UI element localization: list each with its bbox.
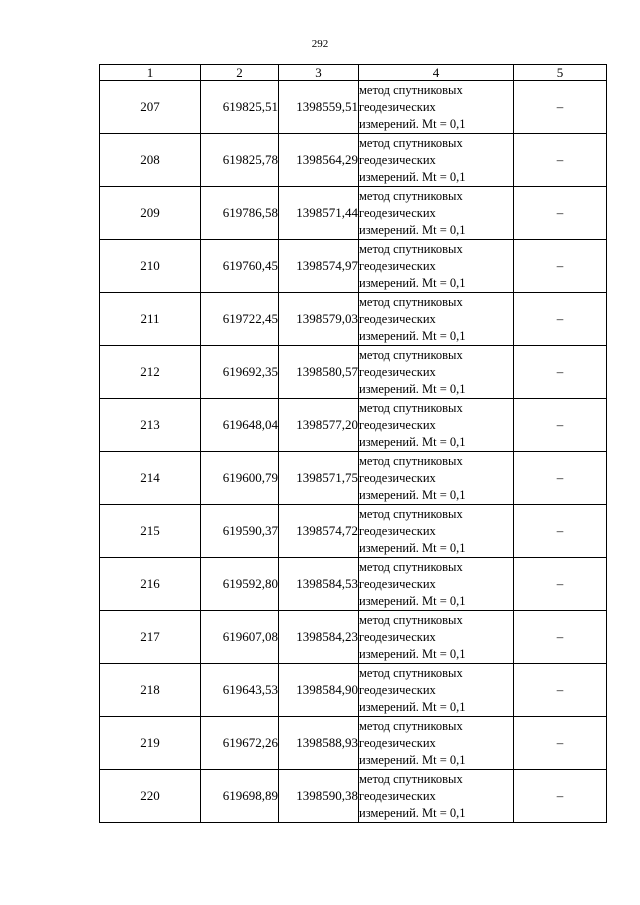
- table-row: [100, 558, 607, 611]
- method-text-line1: метод спутниковых: [359, 453, 463, 468]
- method-cell: [359, 187, 514, 240]
- column-header-3: 3: [279, 65, 359, 81]
- column-header-5: 5: [514, 65, 607, 81]
- point-number-cell: 220: [100, 770, 201, 823]
- column-header-2: 2: [201, 65, 279, 81]
- empty-value-cell: –: [514, 717, 607, 770]
- y-coordinate-cell: 1398580,57: [279, 346, 359, 399]
- empty-value-cell: –: [514, 346, 607, 399]
- x-coordinate-cell: 619825,78: [201, 134, 279, 187]
- empty-value-cell: –: [514, 611, 607, 664]
- method-text-line2: геодезических: [359, 417, 436, 432]
- y-coordinate-cell: 1398564,29: [279, 134, 359, 187]
- method-text-line2: геодезических: [359, 152, 436, 167]
- point-number-cell: 214: [100, 452, 201, 505]
- table-row: [100, 81, 607, 134]
- method-text-line3: измерений. Mt = 0,1: [359, 699, 466, 714]
- method-text-line2: геодезических: [359, 99, 436, 114]
- method-text-line3: измерений. Mt = 0,1: [359, 752, 466, 767]
- empty-value-cell: –: [514, 293, 607, 346]
- table-header-row: [100, 65, 607, 81]
- method-cell: [359, 664, 514, 717]
- x-coordinate-cell: 619692,35: [201, 346, 279, 399]
- method-text-line1: метод спутниковых: [359, 718, 463, 733]
- table-row: [100, 664, 607, 717]
- method-cell: [359, 452, 514, 505]
- empty-value-cell: –: [514, 240, 607, 293]
- y-coordinate-cell: 1398590,38: [279, 770, 359, 823]
- method-text-line1: метод спутниковых: [359, 347, 463, 362]
- method-text-line3: измерений. Mt = 0,1: [359, 646, 466, 661]
- table-row: [100, 611, 607, 664]
- method-text-line2: геодезических: [359, 470, 436, 485]
- point-number-cell: 216: [100, 558, 201, 611]
- method-cell: [359, 399, 514, 452]
- y-coordinate-cell: 1398584,23: [279, 611, 359, 664]
- empty-value-cell: –: [514, 770, 607, 823]
- method-text-line1: метод спутниковых: [359, 771, 463, 786]
- point-number-cell: 219: [100, 717, 201, 770]
- x-coordinate-cell: 619722,45: [201, 293, 279, 346]
- method-cell: [359, 717, 514, 770]
- method-cell: [359, 240, 514, 293]
- method-text-line1: метод спутниковых: [359, 241, 463, 256]
- method-text-line3: измерений. Mt = 0,1: [359, 434, 466, 449]
- method-text-line1: метод спутниковых: [359, 135, 463, 150]
- point-number-cell: 215: [100, 505, 201, 558]
- y-coordinate-cell: 1398559,51: [279, 81, 359, 134]
- method-text-line3: измерений. Mt = 0,1: [359, 593, 466, 608]
- method-cell: [359, 134, 514, 187]
- empty-value-cell: –: [514, 505, 607, 558]
- method-text-line3: измерений. Mt = 0,1: [359, 275, 466, 290]
- method-text-line2: геодезических: [359, 523, 436, 538]
- method-text-line1: метод спутниковых: [359, 612, 463, 627]
- method-text-line2: геодезических: [359, 576, 436, 591]
- page-number: 292: [311, 38, 329, 50]
- table-row: [100, 505, 607, 558]
- x-coordinate-cell: 619786,58: [201, 187, 279, 240]
- method-text-line1: метод спутниковых: [359, 665, 463, 680]
- x-coordinate-cell: 619590,37: [201, 505, 279, 558]
- method-text-line3: измерений. Mt = 0,1: [359, 487, 466, 502]
- method-cell: [359, 293, 514, 346]
- empty-value-cell: –: [514, 452, 607, 505]
- y-coordinate-cell: 1398584,53: [279, 558, 359, 611]
- empty-value-cell: –: [514, 558, 607, 611]
- x-coordinate-cell: 619592,80: [201, 558, 279, 611]
- method-text-line2: геодезических: [359, 629, 436, 644]
- table-row: [100, 134, 607, 187]
- method-text-line3: измерений. Mt = 0,1: [359, 222, 466, 237]
- method-text-line2: геодезических: [359, 788, 436, 803]
- method-text-line1: метод спутниковых: [359, 400, 463, 415]
- method-text-line2: геодезических: [359, 682, 436, 697]
- point-number-cell: 213: [100, 399, 201, 452]
- method-text-line2: геодезических: [359, 205, 436, 220]
- method-text-line3: измерений. Mt = 0,1: [359, 116, 466, 131]
- x-coordinate-cell: 619643,53: [201, 664, 279, 717]
- y-coordinate-cell: 1398584,90: [279, 664, 359, 717]
- column-header-1: 1: [100, 65, 201, 81]
- x-coordinate-cell: 619698,89: [201, 770, 279, 823]
- empty-value-cell: –: [514, 664, 607, 717]
- x-coordinate-cell: 619600,79: [201, 452, 279, 505]
- method-text-line3: измерений. Mt = 0,1: [359, 169, 466, 184]
- method-text-line1: метод спутниковых: [359, 188, 463, 203]
- point-number-cell: 218: [100, 664, 201, 717]
- method-text-line2: геодезических: [359, 258, 436, 273]
- empty-value-cell: –: [514, 399, 607, 452]
- empty-value-cell: –: [514, 81, 607, 134]
- empty-value-cell: –: [514, 187, 607, 240]
- method-text-line3: измерений. Mt = 0,1: [359, 328, 466, 343]
- table-row: [100, 770, 607, 823]
- table-body: [100, 81, 607, 823]
- coordinates-table: [99, 64, 607, 823]
- method-cell: [359, 505, 514, 558]
- table-row: [100, 293, 607, 346]
- x-coordinate-cell: 619607,08: [201, 611, 279, 664]
- method-text-line2: геодезических: [359, 364, 436, 379]
- y-coordinate-cell: 1398571,44: [279, 187, 359, 240]
- y-coordinate-cell: 1398588,93: [279, 717, 359, 770]
- x-coordinate-cell: 619760,45: [201, 240, 279, 293]
- point-number-cell: 210: [100, 240, 201, 293]
- method-text-line1: метод спутниковых: [359, 506, 463, 521]
- table-row: [100, 452, 607, 505]
- table-row: [100, 187, 607, 240]
- table-row: [100, 399, 607, 452]
- y-coordinate-cell: 1398574,72: [279, 505, 359, 558]
- method-text-line3: измерений. Mt = 0,1: [359, 805, 466, 820]
- method-text-line1: метод спутниковых: [359, 559, 463, 574]
- y-coordinate-cell: 1398579,03: [279, 293, 359, 346]
- point-number-cell: 211: [100, 293, 201, 346]
- method-text-line3: измерений. Mt = 0,1: [359, 381, 466, 396]
- table-row: [100, 346, 607, 399]
- method-text-line1: метод спутниковых: [359, 82, 463, 97]
- column-header-4: 4: [359, 65, 514, 81]
- point-number-cell: 207: [100, 81, 201, 134]
- point-number-cell: 208: [100, 134, 201, 187]
- y-coordinate-cell: 1398571,75: [279, 452, 359, 505]
- x-coordinate-cell: 619648,04: [201, 399, 279, 452]
- table-row: [100, 240, 607, 293]
- x-coordinate-cell: 619825,51: [201, 81, 279, 134]
- y-coordinate-cell: 1398574,97: [279, 240, 359, 293]
- method-text-line3: измерений. Mt = 0,1: [359, 540, 466, 555]
- point-number-cell: 217: [100, 611, 201, 664]
- method-cell: [359, 81, 514, 134]
- x-coordinate-cell: 619672,26: [201, 717, 279, 770]
- method-cell: [359, 611, 514, 664]
- method-cell: [359, 346, 514, 399]
- point-number-cell: 209: [100, 187, 201, 240]
- method-text-line2: геодезических: [359, 311, 436, 326]
- method-text-line2: геодезических: [359, 735, 436, 750]
- method-text-line1: метод спутниковых: [359, 294, 463, 309]
- empty-value-cell: –: [514, 134, 607, 187]
- y-coordinate-cell: 1398577,20: [279, 399, 359, 452]
- table-row: [100, 717, 607, 770]
- point-number-cell: 212: [100, 346, 201, 399]
- method-cell: [359, 770, 514, 823]
- method-cell: [359, 558, 514, 611]
